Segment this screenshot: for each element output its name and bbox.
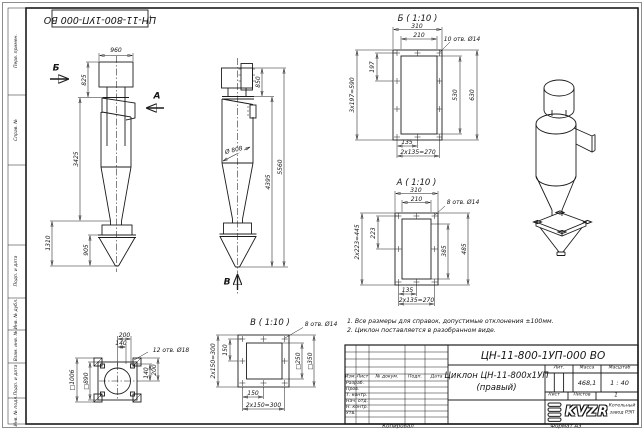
margin-field-podp-data-1: Подп. и дата xyxy=(13,255,19,287)
flange-v-title: В ( 1:10 ) xyxy=(250,317,290,328)
title-block-row-nkontr: Н. контр. xyxy=(346,404,369,410)
margin-field-inv-podl: Инв. № подл. xyxy=(13,395,19,427)
flange-v-dim-150-left: 150 xyxy=(222,344,229,356)
flange-a-dim-2x223: 2x223=445 xyxy=(354,224,361,260)
note-line-1: 1. Все размеры для справок, допустимые отклонения ±100мм. xyxy=(347,318,554,325)
dim-d808-label: Ø 808 xyxy=(224,144,244,157)
flange-a-dim-2x135: 2x135=270 xyxy=(398,297,435,304)
base-dim-140-top: 140 xyxy=(115,340,127,348)
view-3d-linework xyxy=(534,80,596,256)
flange-a-title: А ( 1:10 ) xyxy=(396,177,437,188)
kvzr-logo-text: KVZR xyxy=(565,404,609,419)
title-block-row-utv: Утв. xyxy=(346,410,356,416)
flange-a-dim-135: 135 xyxy=(401,287,414,294)
title-block-sheet-label: Лист xyxy=(548,392,560,398)
title-block-col-data: Дата xyxy=(430,374,443,380)
title-block-scale-label: Масштаб xyxy=(608,365,631,371)
stamp-doc-number: ЦН-11-800-1УП-000 ВО xyxy=(43,13,157,25)
title-block-name-line1: Циклон ЦН-11-800х1УП xyxy=(444,370,549,381)
flange-v-dim-2x150-bottom: 2x150=300 xyxy=(245,402,282,409)
title-block-row-nachotd: Нач. отд. xyxy=(346,398,369,404)
flange-b-dim-630: 630 xyxy=(469,89,476,101)
title-block-row-razrab: Разраб. xyxy=(346,380,365,386)
dim-905-label: 905 xyxy=(82,244,90,256)
base-dim-890: □890 xyxy=(82,372,90,390)
flange-b-dim-135: 135 xyxy=(401,138,413,146)
flange-a-dim-385: 385 xyxy=(440,245,448,257)
title-block-mass-value: 468,1 xyxy=(577,378,597,387)
flange-v-holes-callout: 8 отв. Ø14 xyxy=(304,320,338,328)
margin-field-vzam-inv: Взам. инв. № xyxy=(13,330,19,362)
dim-960-label: 960 xyxy=(110,47,122,54)
base-dim-200-right: 200 xyxy=(151,364,158,376)
view-side-linework xyxy=(50,53,164,272)
flange-b-dim-2x135: 2x135=270 xyxy=(400,148,436,156)
title-block-sheets-value: 1 xyxy=(614,392,618,399)
flange-b-title: Б ( 1:10 ) xyxy=(397,13,438,24)
dim-825-label: 825 xyxy=(80,74,88,86)
flange-b-linework xyxy=(355,27,479,158)
margin-field-podp-data-2: Подп. и дата xyxy=(13,364,19,396)
footer-format-label: Формат А3 xyxy=(550,423,582,430)
org-name-line1: Котельный xyxy=(608,403,636,409)
flange-a-linework xyxy=(360,191,470,306)
view-marker-v: В xyxy=(223,277,231,288)
dim-4395-label: 4395 xyxy=(264,174,272,190)
flange-a-dim-223: 223 xyxy=(370,226,377,239)
dim-5560-label: 5560 xyxy=(276,159,284,175)
flange-b-dim-197: 197 xyxy=(369,61,376,73)
title-block-col-list: Лист xyxy=(356,374,369,380)
title-block-row-tkontr: Т. контр. xyxy=(346,392,368,398)
title-block-doc-number: ЦН-11-800-1УП-000 ВО xyxy=(480,349,606,362)
title-block-mass-label: Масса xyxy=(579,365,595,371)
kvzr-logo-icon xyxy=(548,403,561,421)
flange-b-dim-310: 310 xyxy=(411,22,423,30)
note-line-2: 2. Циклон поставляется в разобранном виде. xyxy=(347,327,496,334)
dim-850-label: 850 xyxy=(254,76,262,88)
flange-a-holes-callout: 8 отв. Ø14 xyxy=(446,198,480,206)
view-marker-a: А xyxy=(153,91,161,102)
dim-1310-label: 1310 xyxy=(44,235,52,251)
base-dim-200-top: 200 xyxy=(118,332,131,339)
flange-b-dim-210: 210 xyxy=(413,32,425,40)
title-block-name-line2: (правый) xyxy=(476,382,517,393)
flange-v-dim-250: □250 xyxy=(294,352,302,370)
title-block-scale-value: 1 : 40 xyxy=(610,378,629,387)
view-front-linework xyxy=(220,58,289,294)
flange-b-dim-530: 530 xyxy=(452,89,459,101)
flange-v-dim-150-bottom: 150 xyxy=(247,390,259,397)
flange-v-dim-2x150-left: 2x150=300 xyxy=(210,343,217,379)
flange-b-holes-callout: 10 отв. Ø14 xyxy=(443,35,481,43)
flange-a-dim-310: 310 xyxy=(410,186,422,194)
title-block-col-podp: Подп. xyxy=(408,374,422,380)
flange-a-dim-485: 485 xyxy=(460,243,468,255)
base-holes-callout: 12 отв. Ø18 xyxy=(152,346,190,354)
flange-b-dim-3x197: 3x197=590 xyxy=(348,77,356,113)
title-block-row-prov: Пров. xyxy=(346,386,360,392)
flange-a-dim-210: 210 xyxy=(410,195,423,203)
view-marker-b: Б xyxy=(52,63,60,74)
org-name-line2: завод РЭП xyxy=(609,410,635,416)
footer-copied-label: Копировал xyxy=(382,423,414,430)
title-block-sheets-label: Листов xyxy=(573,392,591,398)
margin-field-perv-primen: Перв. примен. xyxy=(13,34,19,68)
title-block-col-doc: № докум. xyxy=(375,374,399,380)
base-dim-1006: □1006 xyxy=(69,369,77,391)
flange-v-dim-350: □350 xyxy=(306,352,314,370)
base-dim-140-right: 140 xyxy=(142,366,150,379)
title-block-lit-label: Лит. xyxy=(553,365,565,371)
margin-field-sprav-no: Справ. № xyxy=(13,119,19,141)
dim-3425-label: 3425 xyxy=(72,151,80,167)
margin-field-inv-dubl: Инв. № дубл. xyxy=(13,298,19,330)
title-block-col-izm: Изм. xyxy=(345,374,356,380)
